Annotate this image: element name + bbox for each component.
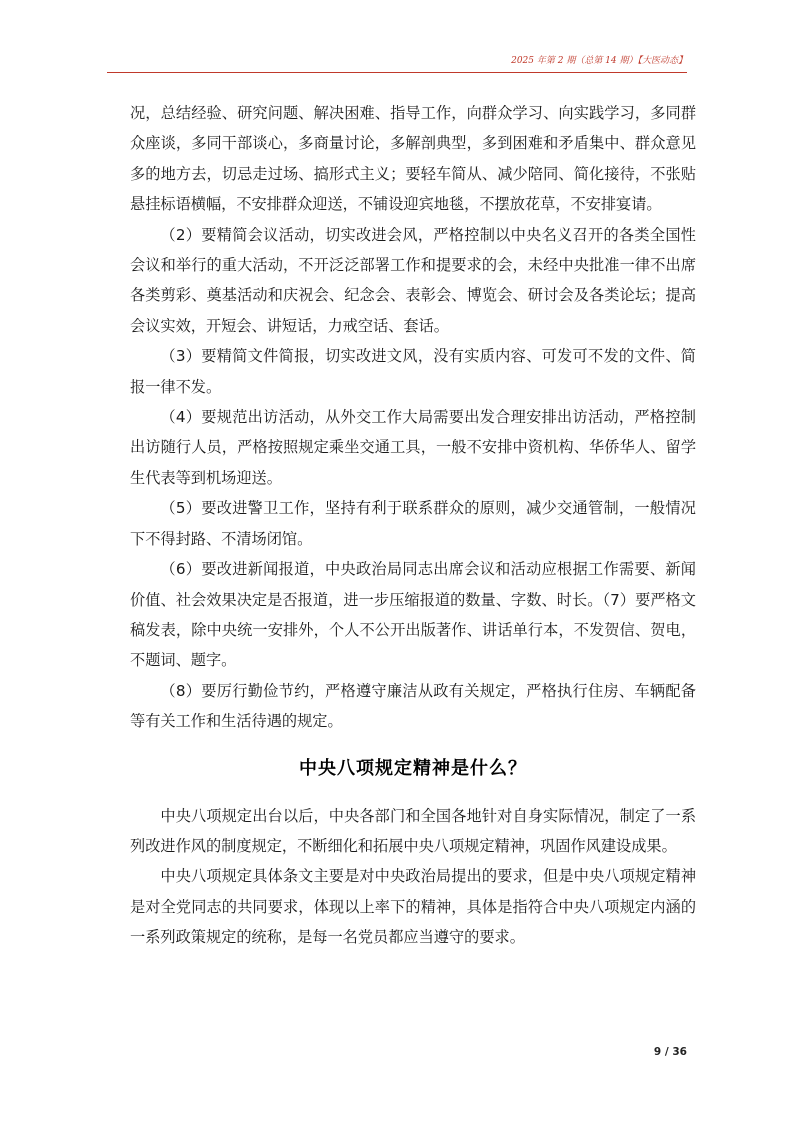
paragraph-item-3: （3）要精简文件简报，切实改进文风，没有实质内容、可发可不发的文件、简报一律不发。 — [130, 347, 696, 396]
paragraph-item-6-7: （6）要改进新闻报道，中央政治局同志出席会议和活动应根据工作需要、新闻价值、社会效果决定是否报道，进一步压缩报道的数量、字数、时长。（7）要严格文稿发表，除中央统一安排外，个人不公开出版著作、讲话单行本，不发贺信、贺电，不题词、题字。 — [130, 560, 696, 670]
paragraph-item-4: （4）要规范出访活动，从外交工作大局需要出发合理安排出访活动，严格控制出访随行人员，严格按照规定乘坐交通工具，一般不安排中资机构、华侨华人、留学生代表等到机场迎送。 — [130, 408, 696, 487]
paragraph-item-8: （8）要厉行勤俭节约，严格遵守廉洁从政有关规定，严格执行住房、车辆配备等有关工作和生活待遇的规定。 — [130, 681, 696, 731]
page-header — [107, 54, 687, 73]
paragraph-section-1: 中央八项规定出台以后，中央各部门和全国各地针对自身实际情况，制定了一系列改进作风的制度规定，不断细化和拓展中央八项规定精神，巩固作风建设成果。 — [130, 806, 696, 855]
paragraph-item-2: （2）要精简会议活动，切实改进会风，严格控制以中央名义召开的各类全国性会议和举行的重大活动，不开泛泛部署工作和提要求的会，未经中央批准一律不出席各类剪彩、奠基活动和庆祝会、纪念会、表彰会、博览会、研讨会及各类论坛；提高会议实效，开短会、讲短话，力戒空话、套话。 — [130, 225, 696, 335]
section-title: 中央八项规定精神是什么？ — [299, 757, 527, 779]
page-number: 9 / 36 — [653, 1046, 687, 1058]
paragraph-section-2: 中央八项规定具体条文主要是对中央政治局提出的要求，但是中央八项规定精神是对全党同志的共同要求，体现以上率下的精神，具体是指符合中央八项规定内涵的一系列政策规定的统称，是每一名党员都应当遵守的要求。 — [130, 867, 696, 947]
header-text: 2025 年第 2 期（总第 14 期）【大医动态】 — [511, 56, 687, 66]
paragraph-continuation: 况，总结经验、研究问题、解决困难、指导工作，向群众学习、向实践学习，多同群众座谈，多同干部谈心，多商量讨论，多解剖典型，多到困难和矛盾集中、群众意见多的地方去，切忌走过场、搞形式主义；要轻车简从、减少陪同、简化接待，不张贴悬挂标语横幅，不安排群众迎送，不铺设迎宾地毯，不摆放花草，不安排宴请。 — [130, 104, 696, 214]
paragraph-item-5: （5）要改进警卫工作，坚持有利于联系群众的原则，减少交通管制，一般情况下不得封路、不清场闭馆。 — [130, 499, 696, 548]
document-body — [130, 98, 696, 953]
